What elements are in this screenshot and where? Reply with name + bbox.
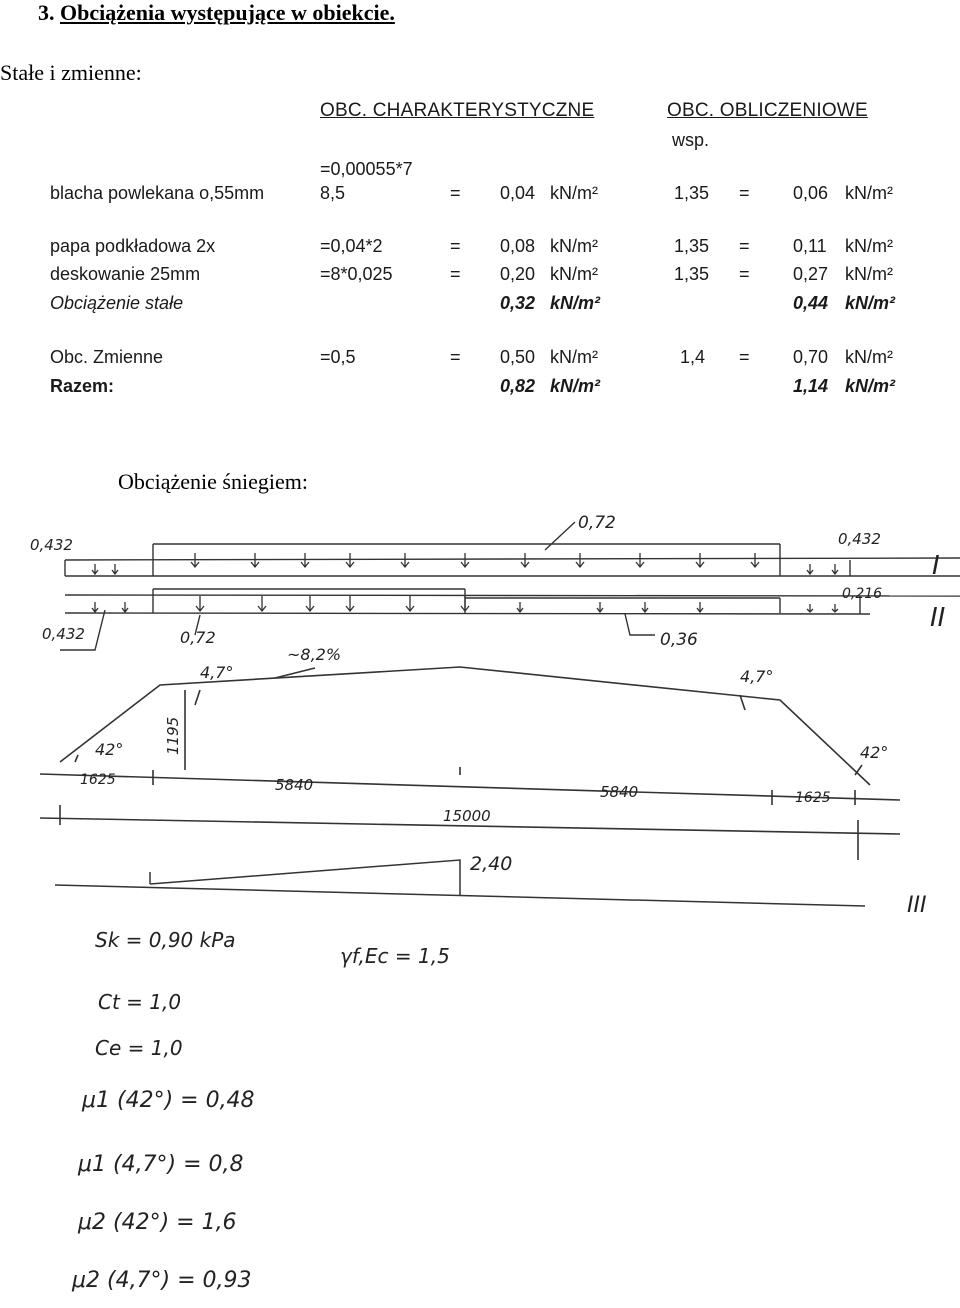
row2-unit: kN/m² — [550, 236, 598, 256]
dim-1: 1625 — [80, 772, 116, 788]
snow-load-sketch — [0, 500, 960, 920]
formula-mu2-47: μ2 (4,7°) = 0,93 — [72, 1268, 252, 1293]
row2-unit2: kN/m² — [845, 236, 893, 256]
row1-design: 0,06 — [793, 183, 829, 203]
formula-ct: Ct = 1,0 — [98, 990, 182, 1014]
row3-eq: = — [450, 264, 461, 284]
case2-base-line — [65, 613, 870, 614]
formula-mu1-42: μ1 (42°) = 0,48 — [82, 1088, 255, 1113]
variable-design: 0,70 — [793, 347, 829, 367]
formula-sk: Sk = 0,90 kPa — [95, 928, 236, 952]
case2-top-line — [65, 595, 960, 596]
row1-coef: 1,35 — [674, 183, 710, 203]
row3-char: 0,20 — [500, 264, 536, 284]
case2-rightmid-label: 0,36 — [660, 630, 698, 650]
variable-name: Obc. Zmienne — [50, 347, 164, 367]
case1-middle-label: 0,72 — [578, 513, 616, 533]
variable-unit: kN/m² — [550, 347, 598, 367]
formula-ce: Ce = 1,0 — [95, 1036, 183, 1060]
row1-unit: kN/m² — [550, 183, 598, 203]
roof-profile — [40, 667, 900, 860]
subheading-constant-variable: Stałe i zmienne: — [0, 60, 142, 85]
formula-mu2-42: μ2 (42°) = 1,6 — [78, 1210, 237, 1235]
total-unit2: kN/m² — [845, 376, 896, 396]
variable-formula: =0,5 — [320, 347, 356, 367]
row2-formula: =0,04*2 — [320, 236, 383, 256]
angle-right-steep: 42° — [860, 743, 889, 762]
sum-const-unit2: kN/m² — [845, 293, 896, 313]
row2-char: 0,08 — [500, 236, 536, 256]
variable-unit2: kN/m² — [845, 347, 893, 367]
row2-name: papa podkładowa 2x — [50, 236, 216, 256]
total-design: 1,14 — [793, 376, 829, 396]
row1-formula-top: =0,00055*7 — [320, 159, 413, 179]
case1-right-label: 0,432 — [838, 530, 881, 548]
row2-eq: = — [450, 236, 461, 256]
dim-2: 5840 — [275, 776, 314, 794]
case2-id: II — [930, 603, 946, 633]
subheading-snow: Obciążenie śniegiem: — [118, 469, 308, 494]
sum-const-unit: kN/m² — [550, 293, 601, 313]
formula-gamma: γf,Ec = 1,5 — [340, 944, 450, 968]
row3-unit2: kN/m² — [845, 264, 893, 284]
row2-coef: 1,35 — [674, 236, 710, 256]
sum-const-char: 0,32 — [500, 293, 536, 313]
formula-mu1-47: μ1 (4,7°) = 0,8 — [78, 1152, 244, 1177]
row1-name: blacha powlekana o,55mm — [50, 183, 265, 203]
row1-eq: = — [450, 183, 461, 203]
row3-eq2: = — [739, 264, 750, 284]
row3-formula: =8*0,025 — [320, 264, 393, 284]
row2-eq2: = — [739, 236, 750, 256]
row1-eq2: = — [739, 183, 750, 203]
total-name: Razem: — [50, 376, 115, 396]
sum-const-name: Obciążenie stałe — [50, 293, 184, 313]
slope-label: ~8,2% — [287, 645, 342, 664]
case1-top-line — [65, 558, 960, 560]
row1-formula: 8,5 — [320, 183, 346, 203]
row1-char: 0,04 — [500, 183, 536, 203]
angle-right-flat: 4,7° — [740, 667, 774, 686]
case3-id: III — [907, 893, 927, 918]
height-label: 1195 — [164, 716, 182, 755]
section-heading — [38, 0, 395, 26]
header-coef: wsp. — [672, 130, 710, 150]
row3-design: 0,27 — [793, 264, 829, 284]
dimension-line-1 — [40, 774, 900, 800]
variable-eq2: = — [739, 347, 750, 367]
header-characteristic: OBC. CHARAKTERYSTYCZNE — [320, 100, 595, 121]
case1-left-label: 0,432 — [30, 536, 73, 554]
case2-left-label: 0,432 — [42, 625, 85, 643]
row3-unit: kN/m² — [550, 264, 598, 284]
header-design: OBC. OBLICZENIOWE — [667, 100, 868, 121]
dim-total: 15000 — [443, 807, 491, 825]
angle-left-steep: 42° — [95, 740, 124, 759]
section-title: Obciążenia występujące w obiekcie. — [60, 0, 395, 25]
variable-coef: 1,4 — [680, 347, 706, 367]
total-char: 0,82 — [500, 376, 536, 396]
case3-peak-label: 2,40 — [470, 853, 513, 875]
case1-arrows — [92, 553, 838, 574]
row2-design: 0,11 — [793, 236, 827, 256]
angle-left-flat: 4,7° — [200, 663, 234, 682]
case2-right-label: 0,216 — [842, 586, 883, 602]
section-number: 3. — [38, 0, 55, 25]
case3-diagram — [55, 860, 865, 906]
dim-4: 1625 — [795, 790, 831, 806]
row3-name: deskowanie 25mm — [50, 264, 201, 284]
row1-unit2: kN/m² — [845, 183, 893, 203]
sum-const-design: 0,44 — [793, 293, 829, 313]
case1-id: I — [932, 551, 940, 581]
total-unit: kN/m² — [550, 376, 601, 396]
case2-leftmid-label: 0,72 — [180, 628, 216, 647]
variable-char: 0,50 — [500, 347, 536, 367]
row3-coef: 1,35 — [674, 264, 710, 284]
dim-3: 5840 — [600, 783, 639, 801]
variable-eq: = — [450, 347, 461, 367]
